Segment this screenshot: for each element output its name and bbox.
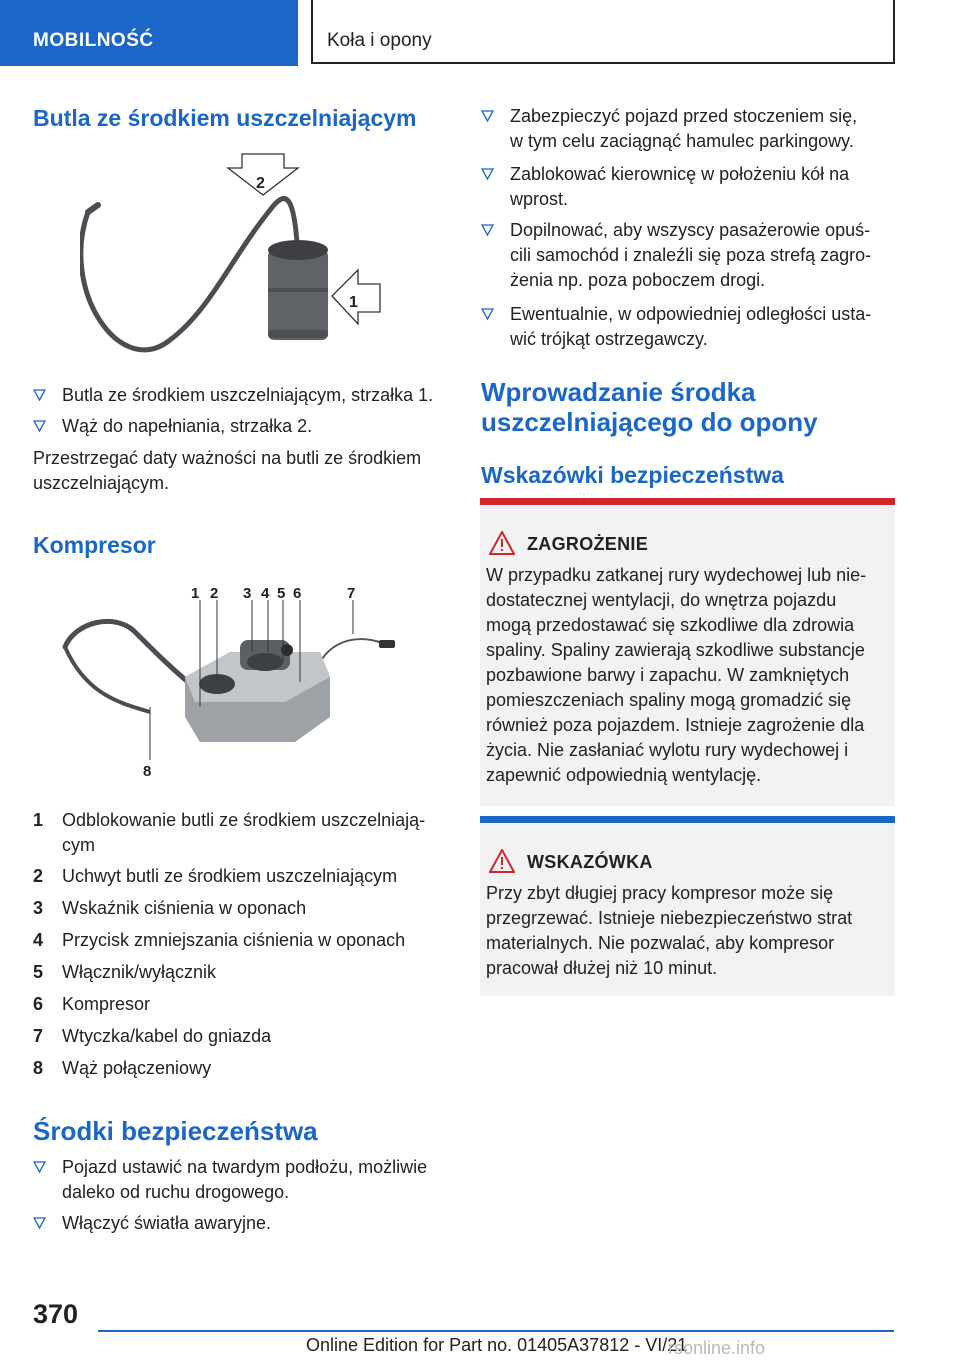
compressor-heading: Kompresor — [33, 532, 156, 558]
section-label: MOBILNOŚĆ — [33, 30, 154, 51]
danger-line: dostatecznej wentylacji, do wnętrza pojazdu — [486, 590, 837, 610]
list-item: Dopilnować, aby wszyscy pasażerowie opuś- cili samochód i znaleźli się poza strefą zagro- żenia np. poza poboczem drogi. — [481, 218, 901, 293]
warning-triangle-icon — [489, 849, 515, 873]
list-item: Zabezpieczyć pojazd przed stoczeniem się, w tym celu zaciągnąć hamulec parkingowy. — [481, 104, 901, 154]
safety-measures-heading: Środki bezpieczeństwa — [33, 1116, 318, 1146]
triangle-bullet-icon — [481, 224, 494, 237]
safety-hints-heading: Wskazówki bezpieczeństwa — [481, 462, 784, 488]
footer-divider — [98, 1330, 894, 1332]
triangle-bullet-icon — [481, 168, 494, 181]
sealant-bottle-illustration — [80, 150, 390, 365]
danger-line: również poza pojazdem. Istnieje zagrożenie dla — [486, 715, 865, 735]
callout-1: 1 — [191, 585, 200, 602]
danger-line: mogą przedostawać się szkodliwe dla zdrowia — [486, 615, 855, 635]
compressor-illustration — [55, 582, 415, 782]
callout-3: 3 — [243, 585, 252, 602]
triangle-bullet-icon — [33, 389, 46, 402]
inject-sealant-heading-line-2: uszczelniającego do opony — [481, 407, 818, 437]
list-item: Ewentualnie, w odpowiedniej odległości usta- wić trójkąt ostrzegawczy. — [481, 302, 901, 352]
danger-heading: ZAGROŻENIE — [527, 534, 649, 554]
edition-info: Online Edition for Part no. 01405A37812 - VI/21 — [306, 1335, 688, 1355]
chapter-tab — [311, 0, 895, 64]
page-number: 370 — [33, 1299, 79, 1329]
notice-line: Przy zbyt długiej pracy kompresor może się — [486, 883, 834, 903]
section-tab — [0, 0, 298, 66]
watermark: rsonline.info — [668, 1338, 766, 1358]
notice-line: przegrzewać. Istnieje niebezpieczeństwo strat — [486, 908, 853, 928]
callout-8: 8 — [143, 763, 152, 780]
danger-warning-box — [480, 498, 895, 806]
callout-4: 4 — [261, 585, 270, 602]
danger-line: zapewnić odpowiednią wentylację. — [486, 765, 762, 785]
notice-heading: WSKAZÓWKA — [527, 852, 653, 872]
list-item: Zablokować kierownicę w położeniu kół na wprost. — [481, 162, 901, 212]
warning-triangle-icon — [489, 531, 515, 555]
notice-box — [480, 816, 895, 996]
triangle-bullet-icon — [33, 1161, 46, 1174]
inject-sealant-heading-line-1: Wprowadzanie środka — [481, 377, 756, 407]
page-header — [0, 0, 960, 66]
danger-line: pozbawione barwy i zapachu. W zamkniętych — [486, 665, 850, 685]
callout-1: 1 — [349, 294, 358, 311]
danger-line: W przypadku zatkanej rury wydechowej lub nie- — [486, 565, 867, 585]
danger-line: spaliny. Spaliny zawierają szkodliwe substancje — [486, 640, 865, 660]
sealant-bottle-heading: Butla ze środkiem uszczelniającym — [33, 105, 417, 131]
triangle-bullet-icon — [481, 308, 494, 321]
triangle-bullet-icon — [481, 110, 494, 123]
notice-line: pracował dłużej niż 10 minut. — [486, 958, 718, 978]
chapter-label: Koła i opony — [327, 30, 432, 51]
callout-6: 6 — [293, 585, 302, 602]
callout-2: 2 — [256, 175, 265, 192]
list-item: Pojazd ustawić na twardym podłożu, możliwie daleko od ruchu drogowego. — [33, 1155, 453, 1205]
notice-line: materialnych. Nie pozwalać, aby kompresor — [486, 933, 835, 953]
triangle-bullet-icon — [33, 1217, 46, 1230]
danger-line: pomieszczeniach spaliny mogą gromadzić się — [486, 690, 852, 710]
callout-7: 7 — [347, 585, 356, 602]
expiry-note-line-1: Przestrzegać daty ważności na butli ze środkiem — [33, 448, 422, 468]
triangle-bullet-icon — [33, 420, 46, 433]
callout-5: 5 — [277, 585, 286, 602]
list-item: 1 Odblokowanie butli ze środkiem uszczelniają- cym — [33, 810, 426, 855]
expiry-note-line-2: uszczelniającym. — [33, 473, 170, 493]
callout-2: 2 — [210, 585, 219, 602]
danger-line: życia. Nie zasłaniać wylotu rury wydechowej i — [486, 740, 849, 760]
